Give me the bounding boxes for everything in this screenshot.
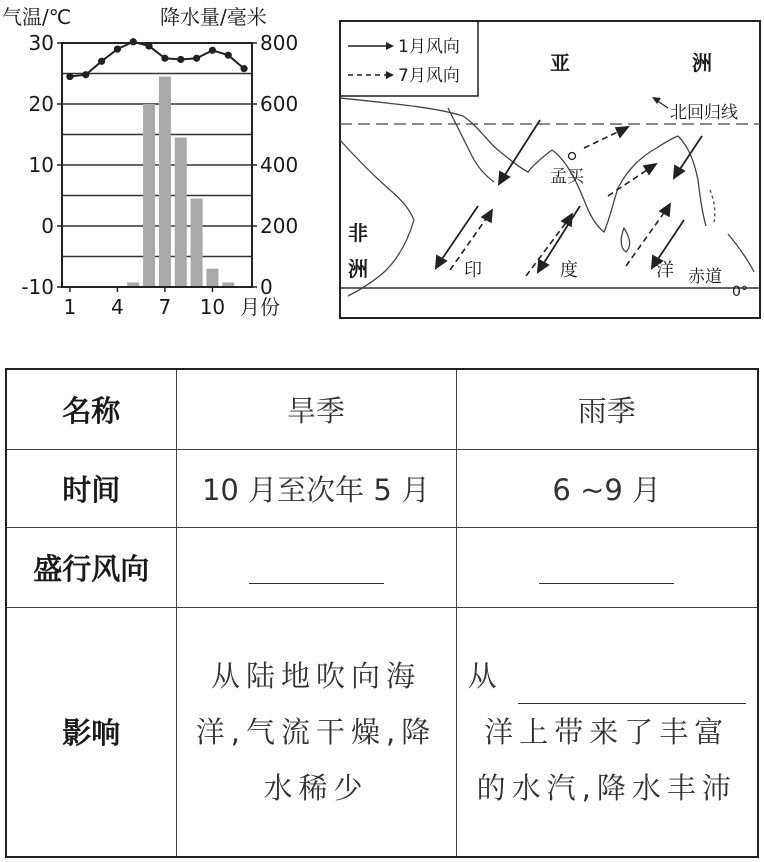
label-africa-2: 洲 [348,257,368,281]
rainy-wind-blank[interactable] [539,557,674,584]
temperature-point [66,73,73,80]
label-ocean-3: 洋 [656,260,674,281]
table-row [6,369,758,449]
month-tick-label: 4 [111,295,124,319]
precip-bars [111,77,234,287]
x-axis-unit-label: 月份 [240,295,280,319]
row-label-time: 时间 [6,449,176,527]
temperature-point [98,58,105,65]
temperature-line [70,42,244,77]
right-axis-label: 降水量/毫米 [160,5,267,29]
month-tick-label: 1 [63,295,77,319]
temperature-point [130,38,137,45]
label-asia-2: 洲 [692,51,712,75]
temperature-point [193,55,200,62]
temp-ticks [21,31,62,299]
precip-bar [159,77,171,287]
rainy-effect-line: 洋上带来了丰富 [484,714,730,749]
temperature-point [240,65,247,72]
header-name: 名称 [6,369,176,449]
month-ticks [64,287,226,319]
table-row [6,607,758,857]
label-asia-1: 亚 [550,51,570,75]
precip-bar [175,138,187,287]
rainy-time: 6 ~9 月 [456,449,758,527]
temp-tick-label: 10 [28,153,54,177]
grid-lines [62,74,252,257]
rainy-effect-line: 的水汽,降水丰沛 [476,770,737,805]
dry-wind-blank[interactable] [249,557,384,584]
temperature-point [177,56,184,63]
temperature-point [114,46,121,53]
svg-text:1月风向: 1月风向 [398,37,460,57]
left-axis-label: 气温/℃ [2,5,72,29]
mumbai-marker [569,153,576,160]
label-mumbai: 孟买 [550,167,584,187]
temp-tick-label: 30 [28,31,54,55]
temperature-point [225,52,232,59]
label-tropic: 北回归线 [670,103,738,123]
season-table [5,368,759,858]
precip-tick-label: 800 [260,31,299,55]
temp-tick-label: 20 [28,92,54,116]
temperature-point [82,71,89,78]
precip-tick-label: 0 [260,275,273,299]
temperature-point [161,55,168,62]
table-row [6,449,758,527]
dry-time: 10 月至次年 5 月 [176,449,456,527]
precip-tick-label: 400 [260,153,299,177]
label-zero-degree: 0° [732,284,748,300]
header-rainy-season: 雨季 [456,369,758,449]
temperature-point [209,47,216,54]
rainy-wind-cell [456,527,758,607]
dry-effect-line: 水稀少 [263,770,369,805]
label-ocean-2: 度 [560,260,578,281]
temp-tick-label: 0 [41,214,54,238]
label-africa-1: 非 [348,221,368,245]
precip-ticks [252,31,298,299]
svg-text:7月风向: 7月风向 [398,66,460,86]
table-row [6,527,758,607]
month-tick-label: 7 [158,295,172,319]
dry-wind-cell [176,527,456,607]
row-label-wind: 盛行风向 [6,527,176,607]
rainy-effect [456,607,758,857]
precip-bar [206,269,218,287]
climate-chart [0,0,300,330]
row-label-effect: 影响 [6,607,176,857]
precip-bar [191,199,203,287]
precip-tick-label: 200 [260,214,299,238]
rainy-effect-line: 从 [457,648,758,704]
rainy-origin-blank[interactable] [518,677,746,704]
dry-effect-line: 从陆地吹向海 [210,658,421,693]
month-tick-label: 10 [199,295,226,319]
precip-bar [143,104,155,287]
dry-effect-line: 洋,气流干燥,降 [195,714,437,749]
monsoon-map [338,0,764,330]
precip-tick-label: 600 [260,92,299,116]
header-dry-season: 旱季 [176,369,456,449]
label-equator: 赤道 [688,267,722,287]
label-ocean-1: 印 [464,260,482,281]
dry-effect [176,607,456,857]
temp-tick-label: -10 [21,275,54,299]
